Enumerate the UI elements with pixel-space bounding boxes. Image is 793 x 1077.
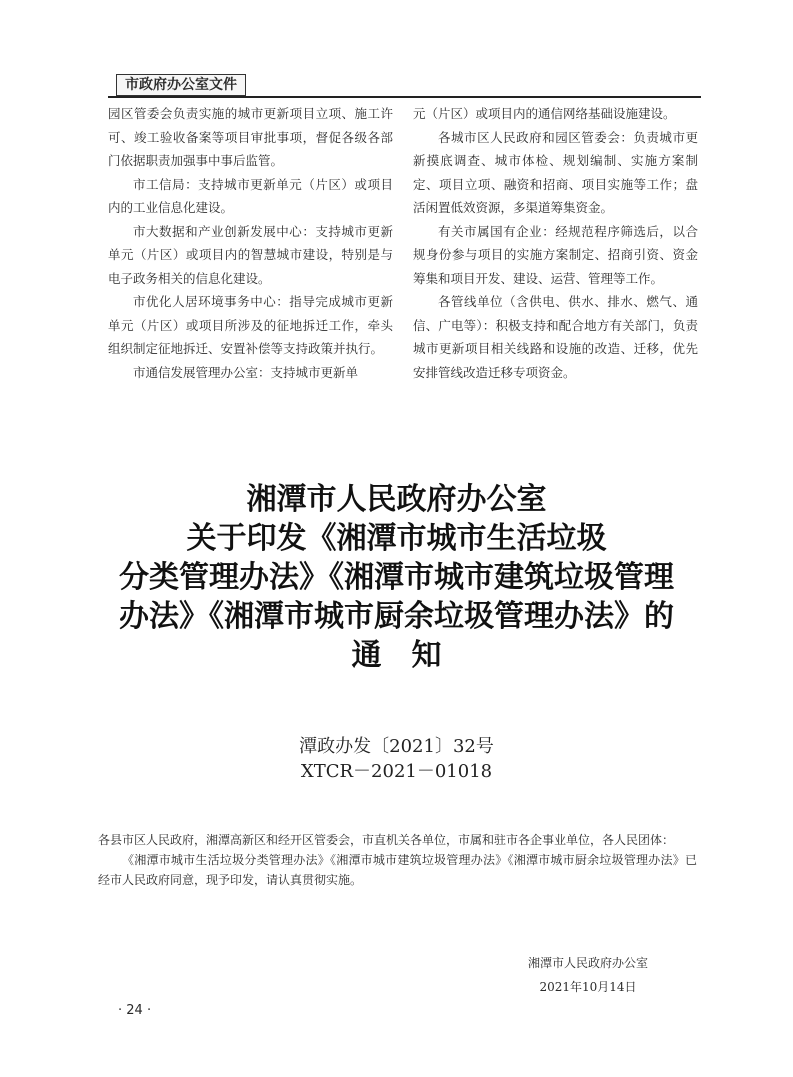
- paragraph: 市通信发展管理办公室：支持城市更新单: [133, 364, 359, 380]
- paragraph: 市优化人居环境事务中心：指导完成城市更新单元（片区）或项目所涉及的征地拆迁工作，牵头组织制定征地拆迁、安置补偿等支持政策并执行。: [108, 294, 393, 356]
- document-number-block: [0, 734, 793, 784]
- document-number: 潭政办发〔2021〕32号: [299, 736, 494, 757]
- title-line: 办法》《湘潭市城市厨余垃圾管理办法》的: [119, 599, 674, 634]
- paragraph: 元（片区）或项目内的通信网络基础设施建设。: [413, 106, 676, 121]
- left-text-column: [108, 102, 393, 384]
- paragraph: 有关市属国有企业：经规范程序筛选后，以合规身份参与项目的实施方案制定、招商引资、资金筹集和项目开发、建设、运营、管理等工作。: [413, 223, 698, 286]
- title-line: 分类管理办法》《湘潭市城市建筑垃圾管理: [119, 560, 674, 595]
- paragraph: 各城市区人民政府和园区管委会：负责城市更新摸底调查、城市体检、规划编制、实施方案制定、项目立项、融资和招商、项目实施等工作；盘活闲置低效资源，多渠道筹集资金。: [413, 129, 698, 215]
- paragraph: 各管线单位（含供电、供水、排水、燃气、通信、广电等）：积极支持和配合地方有关部门，负责城市更新项目相关线路和设施的改造、迁移，优先安排管线改造迁移专项资金。: [413, 294, 698, 380]
- paragraph: 园区管委会负责实施的城市更新项目立项、施工许可、竣工验收备案等项目审批事项，督促各级各部门依据职责加强事中事后监管。: [108, 106, 393, 168]
- header-divider: [108, 96, 701, 98]
- title-line: 湘潭市人民政府办公室: [246, 482, 547, 517]
- notice-title: [90, 480, 703, 675]
- title-line: 通 知: [351, 638, 442, 673]
- notice-body: [98, 830, 697, 890]
- paragraph: 市大数据和产业创新发展中心：支持城市更新单元（片区）或项目内的智慧城市建设，特别是与电子政务相关的信息化建设。: [108, 223, 393, 286]
- recipients: 各县市区人民政府，湘潭高新区和经开区管委会，市直机关各单位，市属和驻市各企事业单位，各人民团体：: [98, 833, 675, 847]
- signer: 湘潭市人民政府办公室: [527, 956, 648, 970]
- page-number: · 24 ·: [118, 1003, 152, 1018]
- notice-content: 《湘潭市城市生活垃圾分类管理办法》《湘潭市城市建筑垃圾管理办法》《湘潭市城市厨余垃圾管理办法》已经市人民政府同意，现予印发，请认真贯彻实施。: [98, 853, 697, 887]
- paragraph: 市工信局：支持城市更新单元（片区）或项目内的工业信息化建设。: [108, 176, 393, 215]
- registration-code: XTCR－2021－01018: [300, 761, 493, 782]
- right-text-column: [413, 102, 698, 384]
- issue-date: 2021年10月14日: [539, 980, 637, 994]
- section-header-tag: 市政府办公室文件: [116, 74, 246, 96]
- title-line: 关于印发《湘潭市城市生活垃圾: [186, 521, 607, 556]
- signature-block: [528, 951, 648, 999]
